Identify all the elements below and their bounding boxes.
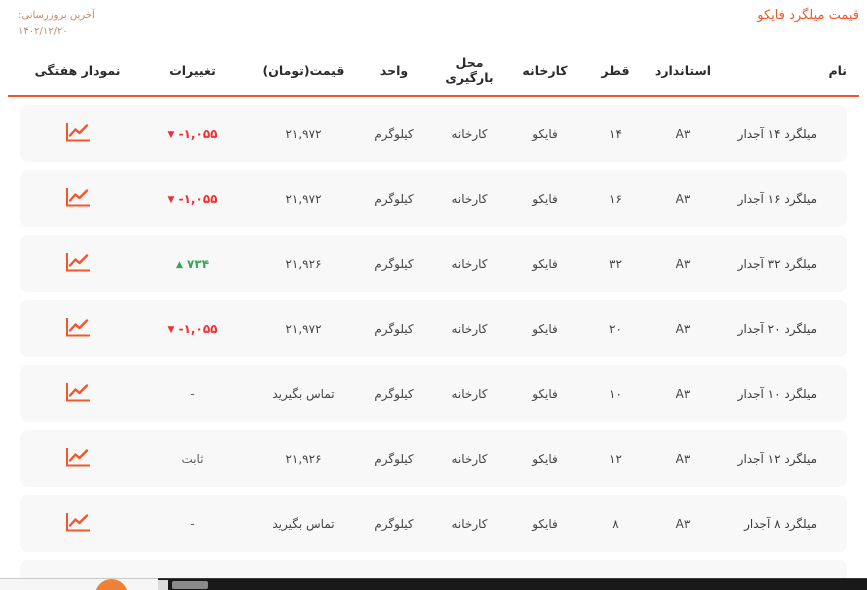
- standard-cell: A۳: [675, 451, 691, 466]
- change-cell: [135, 322, 250, 336]
- factory-cell: فایکو: [532, 321, 558, 336]
- loading-cell: کارخانه: [451, 386, 488, 401]
- unit-cell: کیلوگرم: [374, 256, 414, 271]
- standard-cell: A۳: [675, 126, 691, 141]
- unit-cell: کیلوگرم: [374, 191, 414, 206]
- standard-cell: A۳: [675, 386, 691, 401]
- name-cell: میلگرد ۲۰ آجدار: [737, 321, 817, 336]
- factory-cell: فایکو: [532, 126, 558, 141]
- weekly-chart-icon[interactable]: [65, 122, 91, 143]
- price-cell: ۲۱,۹۷۲: [285, 191, 322, 206]
- price-cell: ۲۱,۹۲۶: [285, 451, 322, 466]
- change-value: ۷۳۴: [182, 256, 210, 271]
- last-update-label: آخرین بروزرسانی:: [18, 10, 95, 21]
- change-cell: [135, 257, 250, 271]
- price-cell: ۲۱,۹۲۶: [285, 256, 322, 271]
- loading-cell: کارخانه: [451, 516, 488, 531]
- unit-cell: کیلوگرم: [374, 451, 414, 466]
- unit-cell: کیلوگرم: [374, 386, 414, 401]
- scrollbar-cap: [158, 580, 168, 590]
- diameter-cell: ۳۲: [609, 256, 622, 271]
- standard-cell: A۳: [675, 516, 691, 531]
- factory-cell: فایکو: [532, 191, 558, 206]
- loading-cell: کارخانه: [451, 191, 488, 206]
- table-row: [20, 495, 847, 552]
- change-cell: [135, 127, 250, 141]
- standard-cell: A۳: [675, 256, 691, 271]
- name-cell: میلگرد ۱۲ آجدار: [737, 451, 817, 466]
- scrollbar-thumb[interactable]: [172, 581, 208, 589]
- diameter-cell: ۱۶: [609, 191, 622, 206]
- price-table: [0, 55, 867, 590]
- table-header-row: [8, 55, 859, 97]
- diameter-cell: ۸: [612, 516, 619, 531]
- table-row: [20, 430, 847, 487]
- weekly-chart-icon[interactable]: [65, 317, 91, 338]
- horizontal-scrollbar[interactable]: [158, 578, 867, 590]
- col-header-standard: استاندارد: [654, 62, 712, 78]
- name-cell: میلگرد ۱۴ آجدار: [737, 126, 817, 141]
- weekly-chart-cell: [20, 252, 135, 276]
- price-cell: ۲۱,۹۷۲: [285, 126, 322, 141]
- last-update-date: ۱۴۰۲/۱۲/۲۰: [18, 25, 68, 37]
- bottom-strip: [0, 578, 158, 590]
- table-row: [20, 365, 847, 422]
- unit-cell: کیلوگرم: [374, 126, 414, 141]
- table-row: [20, 105, 847, 162]
- factory-cell: فایکو: [532, 256, 558, 271]
- name-cell: میلگرد ۱۶ آجدار: [737, 191, 817, 206]
- name-cell: میلگرد ۱۰ آجدار: [737, 386, 817, 401]
- weekly-chart-icon[interactable]: [65, 512, 91, 533]
- weekly-chart-icon[interactable]: [65, 187, 91, 208]
- col-header-loading: محل بارگیری: [445, 55, 494, 85]
- price-down-icon: ▼: [167, 194, 175, 205]
- change-cell: -: [190, 386, 195, 401]
- diameter-cell: ۲۰: [609, 321, 622, 336]
- price-down-icon: ▼: [167, 129, 175, 140]
- col-header-price: قیمت(تومان): [262, 62, 345, 78]
- price-cell: تماس بگیرید: [272, 516, 335, 531]
- col-header-changes: تغییرات: [169, 62, 216, 78]
- table-body: [20, 105, 847, 590]
- diameter-cell: ۱۴: [609, 126, 622, 141]
- weekly-chart-icon[interactable]: [65, 382, 91, 403]
- table-row: [20, 235, 847, 292]
- standard-cell: A۳: [675, 191, 691, 206]
- price-down-icon: ▼: [167, 324, 175, 335]
- change-cell: -: [190, 516, 195, 531]
- factory-cell: فایکو: [532, 451, 558, 466]
- loading-cell: کارخانه: [451, 321, 488, 336]
- col-header-name: نام: [828, 62, 847, 78]
- col-header-factory: کارخانه: [522, 62, 568, 78]
- col-header-weekly-chart: نمودار هفتگی: [34, 62, 121, 78]
- change-cell: ثابت: [181, 451, 204, 466]
- weekly-chart-cell: [20, 317, 135, 341]
- loading-cell: کارخانه: [451, 451, 488, 466]
- diameter-cell: ۱۲: [609, 451, 622, 466]
- last-update: [18, 8, 95, 39]
- unit-cell: کیلوگرم: [374, 321, 414, 336]
- weekly-chart-icon[interactable]: [65, 252, 91, 273]
- weekly-chart-cell: [20, 512, 135, 536]
- price-up-icon: ▲: [175, 259, 183, 270]
- col-header-unit: واحد: [379, 62, 409, 78]
- col-header-diameter: قطر: [601, 62, 630, 78]
- loading-cell: کارخانه: [451, 126, 488, 141]
- change-value: -۱,۰۵۵: [174, 126, 218, 141]
- name-cell: میلگرد ۳۲ آجدار: [737, 256, 817, 271]
- weekly-chart-cell: [20, 187, 135, 211]
- factory-cell: فایکو: [532, 386, 558, 401]
- weekly-chart-cell: [20, 122, 135, 146]
- table-row: [20, 300, 847, 357]
- weekly-chart-icon[interactable]: [65, 447, 91, 468]
- weekly-chart-cell: [20, 447, 135, 471]
- standard-cell: A۳: [675, 321, 691, 336]
- loading-cell: کارخانه: [451, 256, 488, 271]
- page-title: قیمت میلگرد فایکو: [757, 8, 859, 23]
- change-cell: [135, 192, 250, 206]
- change-value: -۱,۰۵۵: [174, 321, 218, 336]
- top-bar: [0, 0, 867, 39]
- change-value: -۱,۰۵۵: [174, 191, 218, 206]
- price-cell: ۲۱,۹۷۲: [285, 321, 322, 336]
- name-cell: میلگرد ۸ آجدار: [744, 516, 817, 531]
- diameter-cell: ۱۰: [609, 386, 622, 401]
- table-row: [20, 170, 847, 227]
- price-cell: تماس بگیرید: [272, 386, 335, 401]
- weekly-chart-cell: [20, 382, 135, 406]
- unit-cell: کیلوگرم: [374, 516, 414, 531]
- factory-cell: فایکو: [532, 516, 558, 531]
